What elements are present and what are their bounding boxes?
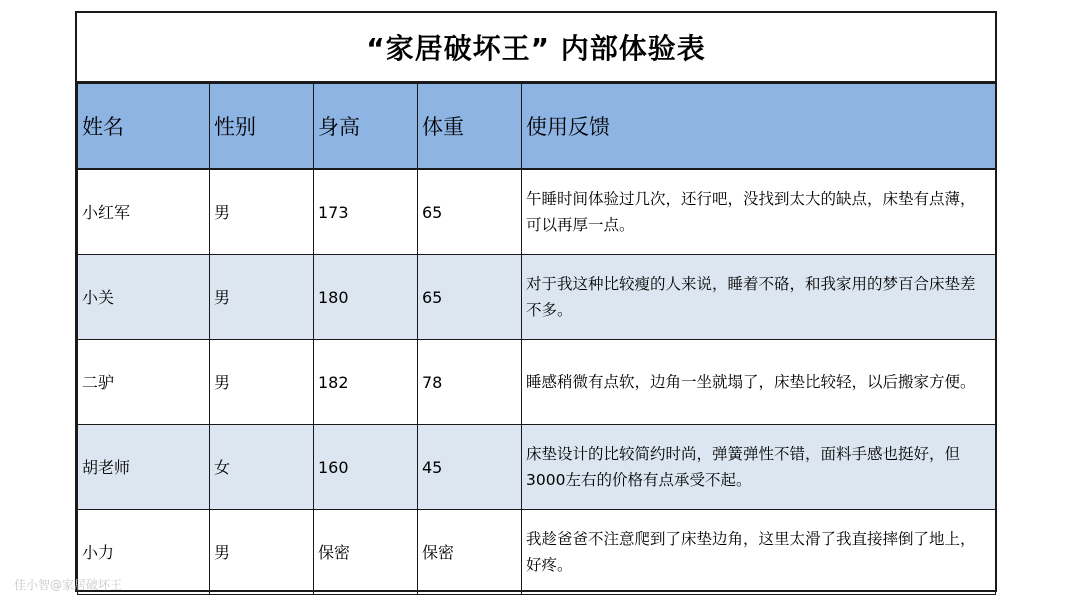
cell-height: 173 xyxy=(314,169,418,255)
cell-name: 小红军 xyxy=(78,169,210,255)
cell-height: 182 xyxy=(314,340,418,425)
cell-feedback: 床垫设计的比较简约时尚，弹簧弹性不错，面料手感也挺好，但3000左右的价格有点承受不起。 xyxy=(522,425,996,510)
cell-height: 180 xyxy=(314,255,418,340)
cell-feedback: 对于我这种比较瘦的人来说，睡着不硌，和我家用的梦百合床垫差不多。 xyxy=(522,255,996,340)
cell-name: 小关 xyxy=(78,255,210,340)
experience-table xyxy=(77,83,996,595)
experience-table-sheet xyxy=(75,11,997,592)
cell-height: 160 xyxy=(314,425,418,510)
header-weight: 体重 xyxy=(418,84,522,170)
watermark: 佳小智@家居破坏王 xyxy=(14,578,123,592)
table-row xyxy=(78,425,996,510)
cell-gender: 女 xyxy=(210,425,314,510)
header-name: 姓名 xyxy=(78,84,210,170)
table-row xyxy=(78,340,996,425)
cell-weight: 65 xyxy=(418,255,522,340)
header-row xyxy=(78,84,996,170)
cell-feedback: 睡感稍微有点软，边角一坐就塌了，床垫比较轻，以后搬家方便。 xyxy=(522,340,996,425)
cell-gender: 男 xyxy=(210,169,314,255)
cell-name: 二驴 xyxy=(78,340,210,425)
table-row xyxy=(78,510,996,595)
header-feedback: 使用反馈 xyxy=(522,84,996,170)
cell-weight: 45 xyxy=(418,425,522,510)
cell-weight: 78 xyxy=(418,340,522,425)
header-gender: 性别 xyxy=(210,84,314,170)
cell-weight: 保密 xyxy=(418,510,522,595)
header-height: 身高 xyxy=(314,84,418,170)
cell-gender: 男 xyxy=(210,255,314,340)
cell-feedback: 我趁爸爸不注意爬到了床垫边角，这里太滑了我直接摔倒了地上，好疼。 xyxy=(522,510,996,595)
cell-height: 保密 xyxy=(314,510,418,595)
cell-name: 小力 xyxy=(78,510,210,595)
table-row xyxy=(78,255,996,340)
table-row xyxy=(78,169,996,255)
cell-gender: 男 xyxy=(210,340,314,425)
cell-feedback: 午睡时间体验过几次，还行吧，没找到太大的缺点，床垫有点薄，可以再厚一点。 xyxy=(522,169,996,255)
table-title: “家居破坏王” 内部体验表 xyxy=(77,13,995,83)
cell-weight: 65 xyxy=(418,169,522,255)
cell-name: 胡老师 xyxy=(78,425,210,510)
cell-gender: 男 xyxy=(210,510,314,595)
